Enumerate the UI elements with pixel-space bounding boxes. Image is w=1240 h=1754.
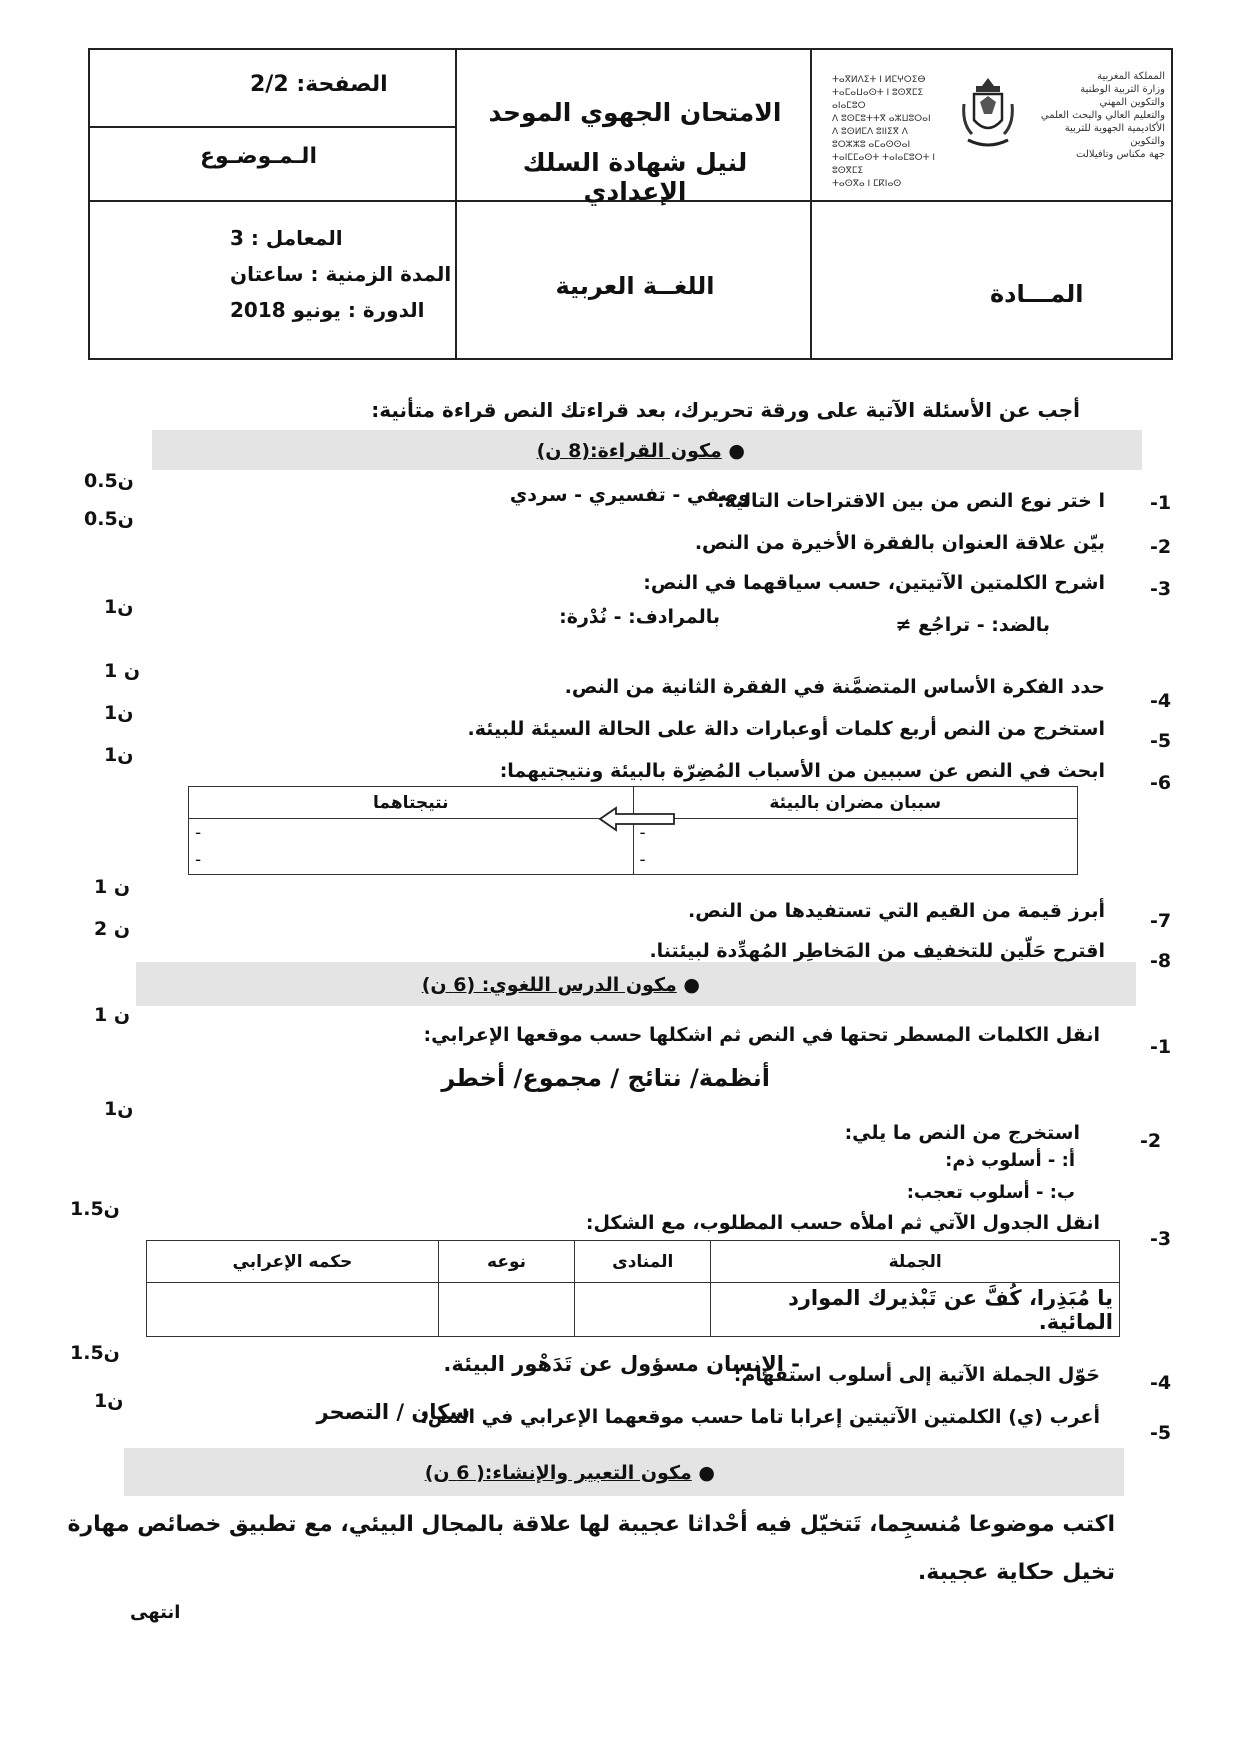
exam-header xyxy=(88,48,1173,360)
points: 1 ن xyxy=(94,1004,131,1026)
question-text: ا ختر نوع النص من بين الاقتراحات التالية: xyxy=(717,490,1105,512)
writing-prompt: اكتب موضوعا مُنسجِما، تَتخيّل فيه أحْداثا عجيبة لها علاقة بالمجال البيئي، مع تطبيق خصائص مهارة xyxy=(67,1512,1115,1537)
question-text: استخرج من النص أربع كلمات أوعبارات دالة على الحالة السيئة للبيئة. xyxy=(467,718,1105,740)
points: 1ن xyxy=(104,1098,134,1120)
page-number: الصفحة: 2/2 xyxy=(250,72,388,97)
coat-of-arms-icon xyxy=(958,74,1018,154)
question-text: بيّن علاقة العنوان بالفقرة الأخيرة من النص. xyxy=(694,532,1105,554)
question-number: -2 xyxy=(1140,1130,1162,1152)
table-cell: - xyxy=(189,819,634,847)
table-header: المنادى xyxy=(575,1241,711,1283)
table-cell xyxy=(147,1283,439,1337)
table-cell: - xyxy=(633,819,1078,847)
question-number: -8 xyxy=(1150,950,1172,972)
question-number: -7 xyxy=(1150,910,1172,932)
table-cell: - xyxy=(633,847,1078,875)
sub-question: أ: - أسلوب ذم: xyxy=(945,1150,1075,1171)
table-header: نوعه xyxy=(438,1241,574,1283)
question-number: -6 xyxy=(1150,772,1172,794)
question-number: -3 xyxy=(1150,578,1172,600)
question-text: انقل الجدول الآتي ثم املأه حسب المطلوب، مع الشكل: xyxy=(585,1212,1100,1234)
question-number: -2 xyxy=(1150,536,1172,558)
synonym-item: بالمرادف: - نُدْرة: xyxy=(559,606,720,628)
question-number: -1 xyxy=(1150,492,1172,514)
vocative-table xyxy=(146,1240,1120,1337)
points: 1ن xyxy=(104,744,134,766)
sub-question: ب: - أسلوب تعجب: xyxy=(906,1182,1075,1203)
end-marker: انتهى xyxy=(130,1602,181,1623)
question-number: -3 xyxy=(1150,1228,1172,1250)
underlined-words: أنظمة/ نتائج / مجموع/ أخطر xyxy=(441,1064,770,1092)
question-number: -5 xyxy=(1150,1422,1172,1444)
question-text: ابحث في النص عن سببين من الأسباب المُضِرّة بالبيئة ونتيجتيهما: xyxy=(499,760,1105,782)
duration: المدة الزمنية : ساعتان xyxy=(230,262,452,286)
language-section-title: ● مكون الدرس اللغوي: (6 ن) xyxy=(421,974,700,996)
question-text: انقل الكلمات المسطر تحتها في النص ثم اشكلها حسب موقعها الإعرابي: xyxy=(423,1024,1100,1046)
parse-words: سكان / التصحر xyxy=(316,1400,470,1424)
header-divider xyxy=(455,50,457,358)
points: 1ن xyxy=(104,596,134,618)
antonym-item: بالضد: - تراجُع ≠ xyxy=(895,614,1050,636)
writing-prompt: تخيل حكاية عجيبة. xyxy=(917,1560,1115,1585)
table-header: حكمه الإعرابي xyxy=(147,1241,439,1283)
table-header: الجملة xyxy=(711,1241,1120,1283)
question-text: اشرح الكلمتين الآتيتين، حسب سياقهما في النص: xyxy=(643,572,1105,594)
question-number: -5 xyxy=(1150,730,1172,752)
writing-section-title: ● مكون التعبير والإنشاء:( 6 ن) xyxy=(424,1462,715,1484)
question-text: أعرب (ي) الكلمتين الآتيتين إعرابا تاما حسب موقعهما الإعرابي في النص: xyxy=(420,1406,1100,1428)
session: الدورة : يونيو 2018 xyxy=(230,298,425,322)
question-number: -4 xyxy=(1150,690,1172,712)
points: 1ن xyxy=(94,1390,124,1412)
header-divider xyxy=(90,126,455,128)
table-header: نتيجتاهما xyxy=(189,787,634,819)
points: 1 ن xyxy=(104,660,141,682)
table-cell: يا مُبَذِرا، كُفَّ عن تَبْذيرك الموارد المائية. xyxy=(711,1283,1120,1337)
question-text: حدد الفكرة الأساس المتضمَّنة في الفقرة الثانية من النص. xyxy=(564,676,1105,698)
points: 1ن xyxy=(104,702,134,724)
header-divider xyxy=(810,50,812,358)
table-cell xyxy=(438,1283,574,1337)
question-number: -4 xyxy=(1150,1372,1172,1394)
exam-subtitle: لنيل شهادة السلك الإعدادي xyxy=(522,148,748,206)
ministry-tifinagh: ⵜⴰⴳⵍⴷⵉⵜ ⵏ ⵍⵎⵖⵔⵉⴱ ⵜⴰⵎⴰⵡⴰⵙⵜ ⵏ ⵓⵙⴳⵎⵉ ⴰⵏⴰⵎⵓⵔ ⴷ ⵓⵙⵎⵓⵜⵜⴳ ⴰⵣⵡⵓⵔⴰⵏ ⴷ ⵓⵙⵍⵎⴷ ⵓⵏⵏⵉⴳ ⴷ ⵓⵔⵣⵣⵓ ⴰⵎⴰⵙⵙⴰⵏ ⵜⴰⵏⵎⵎⴰⵙⵜ ⵜⴰⵏⴰⵎⵓⵔⵜ ⵏ ⵓⵙⴳⵎⵉ ⵜⴰⵙⴳⴰ ⵏ ⵎⴽⵏⴰⵙ xyxy=(832,75,936,189)
subject-name: اللغــة العربية xyxy=(555,272,715,300)
table-cell: - xyxy=(189,847,634,875)
points: 0.5ن xyxy=(84,470,134,492)
question-text: حَوّل الجملة الآتية إلى أسلوب استفهام: xyxy=(733,1364,1100,1386)
points: 1.5ن xyxy=(70,1198,120,1220)
instruction: أجب عن الأسئلة الآتية على ورقة تحريرك، بعد قراءتك النص قراءة متأنية: xyxy=(371,398,1080,422)
reading-section-title: ● مكون القراءة:(8 ن) xyxy=(536,440,745,462)
transform-sentence: - الإنسان مسؤول عن تَدَهْور البيئة. xyxy=(443,1352,800,1376)
points: 0.5ن xyxy=(84,508,134,530)
question-text: أبرز قيمة من القيم التي تستفيدها من النص. xyxy=(688,900,1105,922)
question-text: اقترح حَلّين للتخفيف من المَخاطِر المُهدِّدة لبيئتنا. xyxy=(649,940,1105,962)
coefficient: المعامل : 3 xyxy=(230,226,343,250)
points: 2 ن xyxy=(94,918,131,940)
arrow-left-icon xyxy=(598,806,676,832)
table-cell xyxy=(575,1283,711,1337)
question-text: استخرج من النص ما يلي: xyxy=(844,1122,1080,1144)
points: 1 ن xyxy=(94,876,131,898)
text-type-options: وصفي - تفسيري - سردي xyxy=(509,484,750,506)
ministry-arabic: المملكة المغربية وزارة التربية الوطنية والتكوين المهني والتعليم العالي والبحث العلمي الأكاديمية الجهوية للتربية والتكوين جهة مكناس وتافيلالت xyxy=(1040,71,1165,160)
points: 1.5ن xyxy=(70,1342,120,1364)
question-number: -1 xyxy=(1150,1036,1172,1058)
table-header: سببان مضران بالبيئة xyxy=(633,787,1078,819)
exam-title: الامتحان الجهوي الموحد xyxy=(488,98,782,127)
matiere-label: المـــادة xyxy=(990,280,1084,308)
subject-label: الـمـوضـوع xyxy=(200,144,317,169)
